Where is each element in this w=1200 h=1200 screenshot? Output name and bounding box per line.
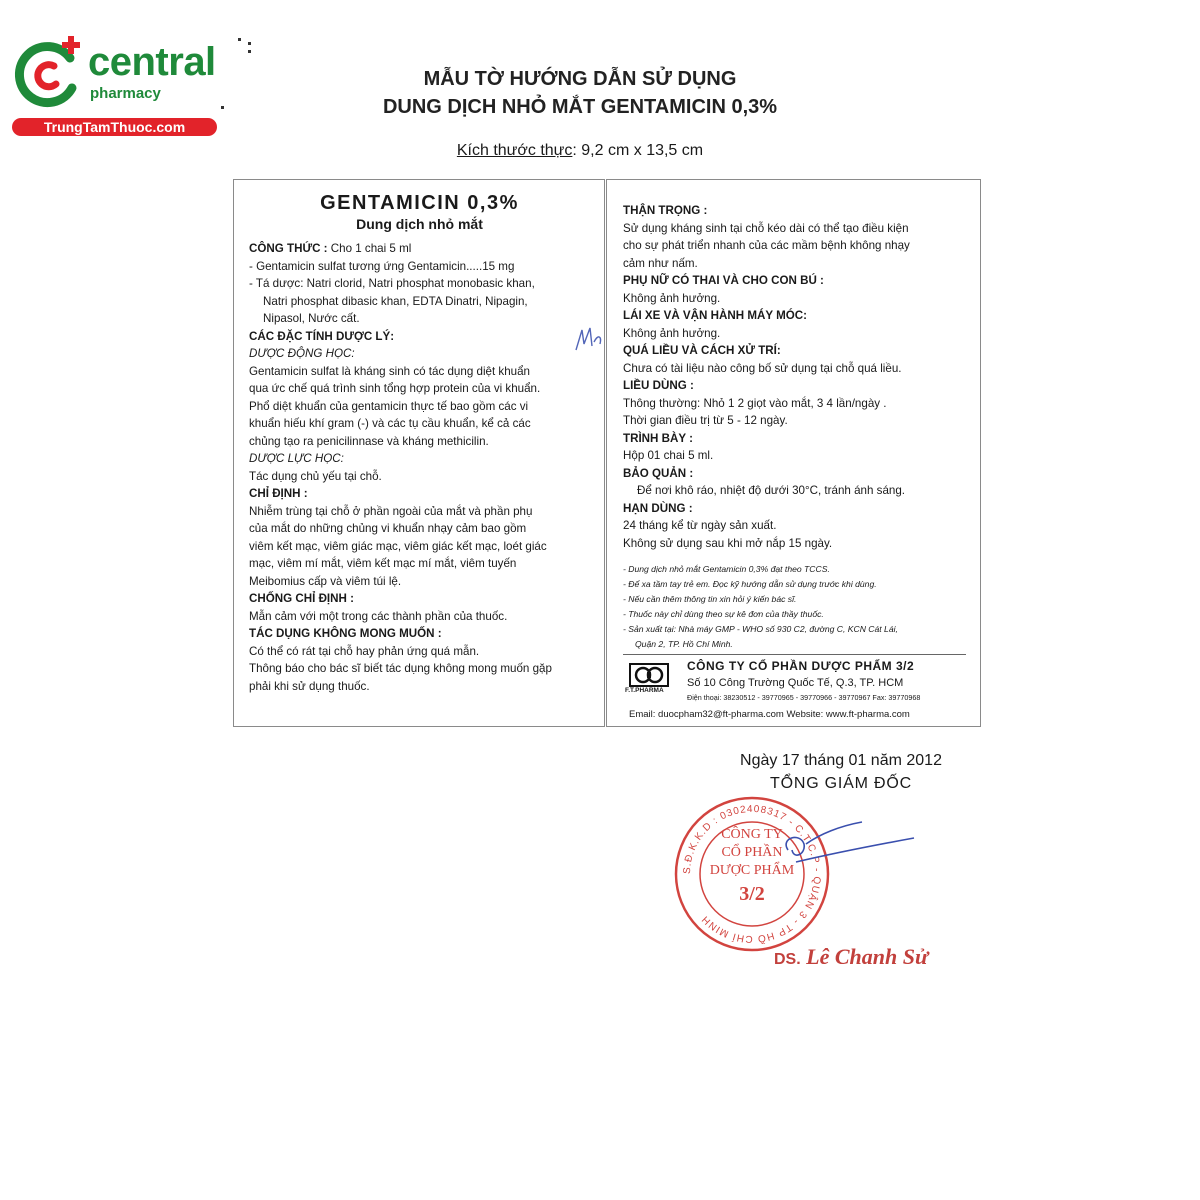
section-heading: TÁC DỤNG KHÔNG MONG MUỐN : (249, 627, 442, 640)
section-heading: HẠN DÙNG : (623, 501, 693, 515)
formula-line (249, 240, 590, 258)
company-phone: Điện thoại: 38230512 - 39770965 - 39770966 - 39770967 Fax: 39770968 (687, 693, 921, 702)
signer-name (774, 944, 928, 970)
actual-size-label: Kích thước thực (456, 142, 573, 159)
company-name: CÔNG TY CỔ PHẦN DƯỢC PHẨM 3/2 (687, 659, 915, 673)
scan-speck (221, 106, 224, 109)
note-item: - Để xa tầm tay trẻ em. Đọc kỹ hướng dẫn sử dụng trước khi dùng. (623, 579, 877, 589)
signer-title: TỔNG GIÁM ĐỐC (770, 775, 912, 792)
body-line: cho sự phát triển nhanh của các mầm bệnh không nhạy (623, 239, 910, 252)
section-heading: THẬN TRỌNG : (623, 204, 708, 217)
section-heading: CHỈ ĐỊNH : (249, 487, 308, 500)
stamp-line: DƯỢC PHẨM (709, 863, 795, 878)
body-line: Tác dụng chủ yếu tại chỗ. (249, 469, 382, 483)
section-heading: CÔNG THỨC : (249, 242, 328, 255)
actual-size-value: : 9,2 cm x 13,5 cm (572, 142, 704, 159)
actual-size-line (380, 142, 780, 160)
note-item: - Sản xuất tại: Nhà máy GMP - WHO số 930 C2, đường C, KCN Cát Lái, (623, 624, 898, 634)
stamp-ring-text: S.Đ.K.K.D : 0302408317 - C.T.C.P - QUẬN 3 - TP HỒ CHÍ MINH (681, 803, 823, 945)
notes-list (623, 562, 966, 652)
initial-signature-icon (572, 324, 608, 354)
note-item: - Dung dịch nhỏ mắt Gentamicin 0,3% đạt theo TCCS. (623, 564, 830, 574)
body-line: Không sử dụng sau khi mở nắp 15 ngày. (623, 536, 833, 550)
body-line: Phổ diệt khuẩn của gentamicin thực tế bao gồm các vi (249, 399, 529, 413)
document-title-line2: DUNG DỊCH NHỎ MẮT GENTAMICIN 0,3% (382, 96, 778, 118)
signer-name-text: Lê Chanh Sử (806, 944, 929, 969)
stamp-line: CÔNG TY (721, 827, 783, 842)
stamp-line: 3/2 (739, 883, 765, 905)
signing-date: Ngày 17 tháng 01 năm 2012 (740, 752, 942, 769)
body-line: Hộp 01 chai 5 ml. (623, 449, 714, 462)
formula-item-cont: Nipasol, Nước cất. (263, 312, 360, 325)
body-line: 24 tháng kể từ ngày sản xuất. (623, 519, 777, 532)
section-heading: CÁC ĐẶC TÍNH DƯỢC LÝ: (249, 329, 395, 343)
handwritten-signature-icon (770, 810, 920, 890)
signer-prefix: DS. (774, 951, 801, 968)
body-line: cảm như nấm. (623, 256, 698, 270)
product-name: GENTAMICIN 0,3% (320, 192, 519, 214)
central-pharmacy-mark-icon (10, 36, 88, 114)
section-heading: TRÌNH BÀY : (623, 431, 693, 445)
section-heading: PHỤ NỮ CÓ THAI VÀ CHO CON BÚ : (623, 274, 824, 287)
scan-speck (238, 38, 241, 41)
scan-speck (248, 50, 251, 53)
body-line: chủng tạo ra penicilinnase và kháng methicilin. (249, 434, 489, 448)
note-item-cont: Quận 2, TP. Hồ Chí Minh. (635, 639, 733, 649)
body-line: của mắt do những chủng vi khuẩn nhạy cảm bao gồm (249, 522, 527, 535)
body-line: Chưa có tài liệu nào công bố sử dụng tại chỗ quá liều. (623, 361, 902, 375)
document-title-line1: MẪU TỜ HƯỚNG DẪN SỬ DỤNG (423, 68, 737, 90)
logo-website: TrungTamThuoc.com (12, 118, 217, 136)
body-line: Nhiễm trùng tại chỗ ở phần ngoài của mắt và phần phụ (249, 504, 533, 518)
ft-pharma-logo-icon (629, 663, 669, 687)
body-line: Gentamicin sulfat là kháng sinh có tác dụng diệt khuẩn (249, 364, 531, 378)
body-line: Có thể có rát tại chỗ hay phản ứng quá mẫn. (249, 644, 480, 658)
section-heading: LIỀU DÙNG : (623, 379, 694, 392)
body-line: viêm kết mạc, viêm giác mạc, viêm giác kết mạc, loét giác (249, 539, 547, 553)
body-line: Thời gian điều trị từ 5 - 12 ngày. (623, 414, 788, 427)
body-line: khuẩn hiếu khí gram (-) và các tụ cầu khuẩn, kể cả các (249, 417, 531, 430)
body-line: Meibomius cấp và viêm túi lệ. (249, 574, 402, 588)
logo-subtitle: pharmacy (90, 85, 161, 102)
stamp-line: CỔ PHẦN (721, 845, 783, 860)
leaflet (233, 179, 981, 727)
ft-pharma-logo-text: F.T.PHARMA (625, 687, 664, 694)
manufacturer-block (623, 654, 966, 720)
formula-item: - Tá dược: Natri clorid, Natri phosphat monobasic khan, (249, 277, 535, 290)
body-line: qua ức chế quá trình sinh tổng hợp protein của vi khuẩn. (249, 382, 541, 395)
note-item: - Thuốc này chỉ dùng theo sự kê đơn của thầy thuốc. (623, 609, 824, 619)
section-heading: LÁI XE VÀ VẬN HÀNH MÁY MÓC: (623, 309, 808, 322)
subsection-heading: DƯỢC ĐỘNG HỌC: (249, 347, 355, 360)
scan-speck (248, 42, 251, 45)
subsection-heading: DƯỢC LỰC HỌC: (249, 452, 344, 465)
section-heading: QUÁ LIỀU VÀ CÁCH XỬ TRÍ: (623, 344, 781, 357)
body-line: Thông báo cho bác sĩ biết tác dụng không mong muốn gặp (249, 662, 552, 675)
leaflet-right-panel (606, 179, 981, 727)
body-line: Sử dụng kháng sinh tại chỗ kéo dài có thể tạo điều kiện (623, 221, 909, 235)
body-line: Không ảnh hưởng. (623, 326, 721, 340)
logo-brand: central (88, 40, 216, 84)
company-address: Số 10 Công Trường Quốc Tế, Q.3, TP. HCM (687, 677, 904, 689)
body-line: Để nơi khô ráo, nhiệt độ dưới 30°C, tránh ánh sáng. (637, 484, 906, 497)
formula-text: Cho 1 chai 5 ml (327, 242, 412, 255)
body-line: phải khi sử dụng thuốc. (249, 679, 370, 693)
company-contact: Email: duocpham32@ft-pharma.com Website: www.ft-pharma.com (629, 709, 910, 720)
formula-item-cont: Natri phosphat dibasic khan, EDTA Dinatri, Nipagin, (263, 294, 528, 308)
section-heading: CHỐNG CHỈ ĐỊNH : (249, 592, 354, 605)
body-line: Thông thường: Nhỏ 1 2 giọt vào mắt, 3 4 lần/ngày . (623, 396, 887, 410)
note-item: - Nếu cần thêm thông tin xin hỏi ý kiến bác sĩ. (623, 594, 797, 604)
section-heading: BẢO QUẢN : (623, 466, 694, 480)
body-line: Không ảnh hưởng. (623, 291, 721, 305)
formula-item: - Gentamicin sulfat tương ứng Gentamicin.....15 mg (249, 259, 515, 273)
body-line: mạc, viêm mí mắt, viêm kết mạc mí mắt, viêm tuyến (249, 557, 517, 570)
product-form: Dung dịch nhỏ mắt (356, 216, 483, 232)
central-pharmacy-logo (10, 36, 215, 136)
body-line: Mẫn cảm với một trong các thành phần của thuốc. (249, 609, 508, 623)
leaflet-left-panel (233, 179, 605, 727)
